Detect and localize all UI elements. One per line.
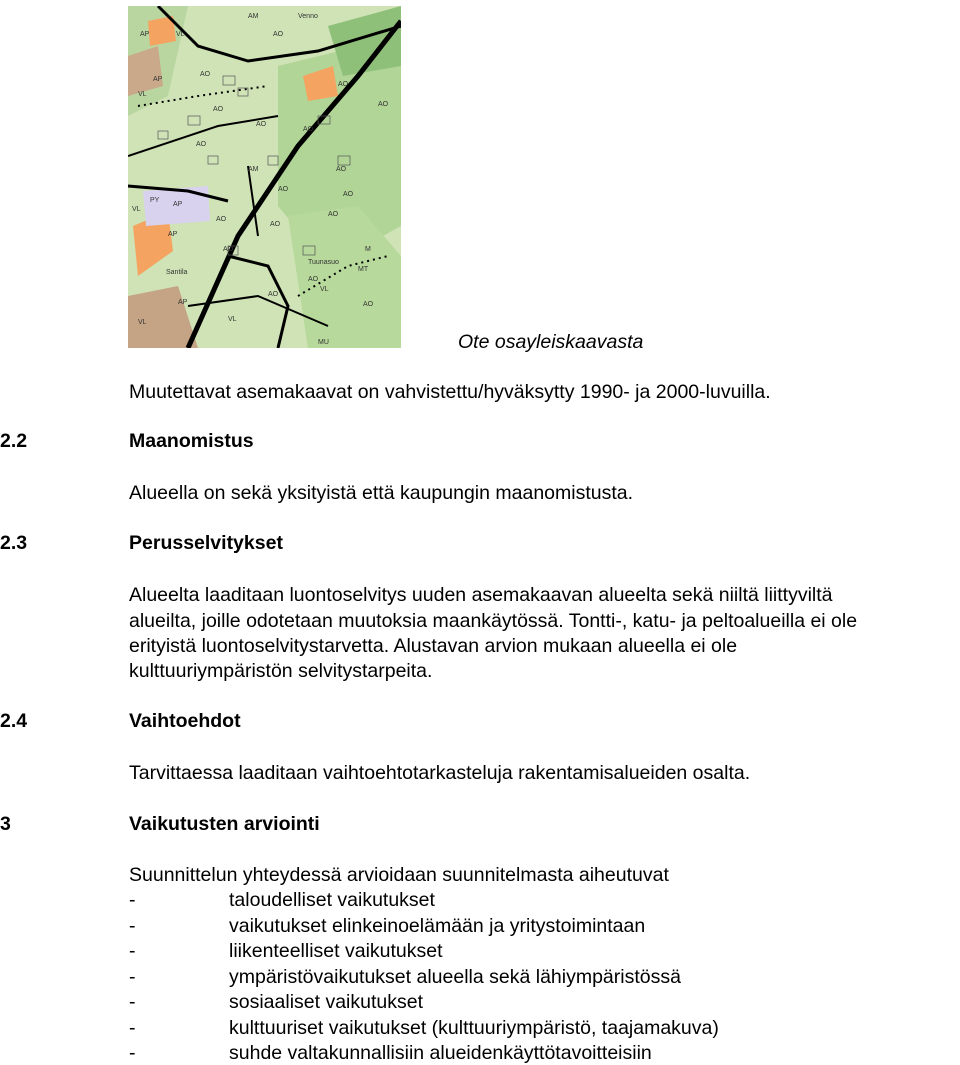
list-bullet: - — [129, 1042, 136, 1064]
map-label: AO — [213, 106, 224, 113]
map-label: AO — [223, 246, 234, 253]
list-bullet: - — [129, 915, 136, 937]
list-bullet: - — [129, 966, 136, 988]
map-label: VL — [132, 206, 141, 213]
map-label: Tuunasuo — [308, 259, 339, 266]
map-graphic — [128, 6, 401, 348]
map-label: MT — [358, 266, 369, 273]
list-item-text: kulttuuriset vaikutukset (kulttuuriympäristö, taajamakuva) — [229, 1017, 719, 1039]
section-number: 2.4 — [0, 710, 28, 732]
list-item — [129, 940, 443, 963]
map-label: VL — [138, 91, 147, 98]
map-label: AO — [268, 291, 279, 298]
list-item — [129, 915, 645, 938]
map-label: AO — [273, 31, 284, 38]
list-item — [129, 991, 423, 1014]
intro-paragraph: Muutettavat asemakaavat on vahvistettu/hyväksytty 1990- ja 2000-luvuilla. — [129, 381, 771, 403]
map-label: AO — [336, 166, 347, 173]
list-bullet: - — [129, 889, 136, 911]
map-label: VL — [228, 316, 237, 323]
list-item — [129, 966, 681, 989]
map-label: AO — [338, 81, 349, 88]
list-item-text: taloudelliset vaikutukset — [229, 889, 435, 911]
section-title: Vaihtoehdot — [129, 710, 241, 732]
paragraph-line: erityistä luontoselvitystarvetta. Alustavan arvion mukaan alueella ei ole — [129, 635, 738, 657]
paragraph-line: kulttuuriympäristön selvitystarpeita. — [129, 660, 433, 682]
list-item — [129, 1042, 652, 1065]
list-item-text: vaikutukset elinkeinoelämään ja yritystoimintaan — [229, 915, 646, 937]
section-paragraph: Alueella on sekä yksityistä että kaupungin maanomistusta. — [129, 482, 634, 504]
section-paragraph: Tarvittaessa laaditaan vaihtoehtotarkasteluja rakentamisalueiden osalta. — [129, 762, 751, 784]
list-item-text: suhde valtakunnallisiin alueidenkäyttötavoitteisiin — [229, 1042, 652, 1064]
map-label: VL — [176, 31, 185, 38]
map-label: AP — [168, 231, 178, 238]
section-number: 2.2 — [0, 430, 28, 452]
section-number: 2.3 — [0, 532, 28, 554]
list-item — [129, 1017, 719, 1040]
map-label: M — [365, 246, 371, 253]
map-label: VL — [138, 319, 147, 326]
map-label: Venno — [298, 13, 318, 20]
map-label: MU — [318, 339, 329, 346]
list-item-text: liikenteelliset vaikutukset — [229, 940, 443, 962]
map-label: AP — [173, 201, 183, 208]
map-label: AO — [278, 186, 289, 193]
map-label: AO — [303, 126, 314, 133]
map-label: VL — [320, 286, 329, 293]
paragraph-line: Alueelta laaditaan luontoselvitys uuden asemakaavan alueelta sekä niiltä liittyviltä — [129, 584, 833, 606]
section-number: 3 — [0, 813, 11, 835]
map-label: AO — [200, 71, 211, 78]
list-item-text: sosiaaliset vaikutukset — [229, 991, 424, 1013]
list-bullet: - — [129, 940, 136, 962]
section-title: Perusselvitykset — [129, 532, 283, 554]
map-label: AO — [363, 301, 374, 308]
map-label: AP — [178, 299, 188, 306]
map-label: AP — [153, 76, 163, 83]
list-item-text: ympäristövaikutukset alueella sekä lähiympäristössä — [229, 966, 681, 988]
map-label: AO — [308, 276, 319, 283]
map-label: AO — [343, 191, 354, 198]
map-label: AM — [248, 166, 259, 173]
map-label: AO — [328, 211, 339, 218]
map-label: AO — [256, 121, 267, 128]
list-item — [129, 889, 435, 912]
paragraph-line: alueilta, joille odotetaan muutoksia maankäytössä. Tontti-, katu- ja peltoalueilla ei ole — [129, 610, 858, 632]
map-label: AO — [378, 101, 389, 108]
map-excerpt — [128, 6, 401, 348]
list-bullet: - — [129, 991, 136, 1013]
map-label: AO — [216, 216, 227, 223]
map-label: AO — [270, 221, 281, 228]
map-label: Santila — [166, 269, 188, 276]
map-label: AM — [248, 13, 259, 20]
list-bullet: - — [129, 1017, 136, 1039]
map-label: AO — [196, 141, 207, 148]
section-title: Vaikutusten arviointi — [129, 813, 320, 835]
map-label: PY — [150, 197, 160, 204]
map-caption: Ote osayleiskaavasta — [458, 331, 644, 353]
map-label: AP — [140, 31, 150, 38]
section-paragraph: Suunnittelun yhteydessä arvioidaan suunnitelmasta aiheutuvat — [129, 864, 669, 886]
section-title: Maanomistus — [129, 430, 254, 452]
